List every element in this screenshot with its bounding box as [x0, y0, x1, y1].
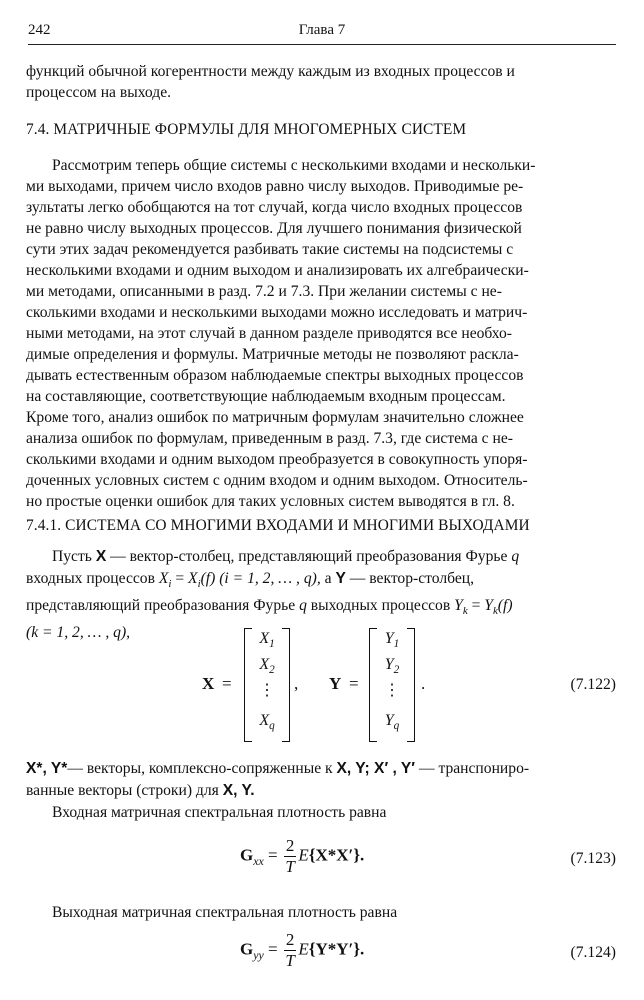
equation-7-124: [26, 930, 616, 980]
numerator: 2: [285, 930, 295, 949]
text-line: не равно числу выходных процессов. Для лучшего понимания физической: [26, 220, 522, 237]
symbol: (f): [200, 570, 216, 587]
denominator: T: [285, 857, 295, 876]
text: входных процессов: [26, 570, 155, 587]
subscript: 2: [269, 664, 275, 677]
text-line: Входная матричная спектральная плотность равна: [52, 804, 387, 821]
denominator: T: [285, 951, 295, 970]
matrix-g: G: [240, 939, 254, 959]
symbol: =: [175, 570, 185, 587]
text: представляющий преобразования Фурье: [26, 597, 296, 615]
text-line: Рассмотрим теперь общие системы с несколькими входами и нескольки-: [52, 157, 536, 174]
text-line: сколькими входами и одним выходом преобразуется в совокупность упоря-: [26, 451, 528, 468]
chapter-title: Глава 7: [298, 22, 346, 38]
fraction: [284, 930, 297, 971]
vector-y: Y: [335, 570, 346, 587]
matrix-x: [244, 628, 290, 742]
equals-sign: =: [268, 939, 278, 959]
equation-number: (7.123): [570, 850, 616, 867]
text-line: димые определения и формулы. Матричные методы не позволяют раскла-: [26, 346, 519, 363]
period: .: [421, 674, 426, 693]
text: выходных процессов: [310, 597, 451, 615]
symbol-q: q: [511, 548, 520, 565]
comma: ,: [294, 674, 299, 693]
expression: {Y*Y′}.: [308, 939, 365, 959]
text-line: доченных условных систем с одним входом и одним выходом. Относитель-: [26, 472, 528, 489]
running-header: [28, 22, 616, 45]
matrix-entry: Y: [384, 712, 394, 729]
matrix-x-name: X: [202, 674, 215, 693]
subscript: 1: [393, 638, 400, 651]
symbol: (f): [497, 597, 513, 615]
text-line: анализа ошибок по формулам, приведенным в разд. 7.3, где система с не-: [26, 430, 513, 447]
equation-number: (7.122): [570, 676, 616, 693]
expression: {X*X′}.: [308, 845, 365, 865]
matrix-entry: X: [259, 630, 270, 647]
vector-x: X: [95, 548, 107, 565]
text: — вектор-столбец, представляющий преобразования Фурье: [110, 548, 508, 565]
symbol: =: [471, 597, 481, 615]
text-line: функций обычной когерентности между каждым из входных процессов и: [26, 63, 515, 80]
text-line: дывать естественным образом наблюдаемые спектры выходных процессов: [26, 367, 524, 384]
page-number: 242: [28, 22, 51, 38]
text-line: Выходная матричная спектральная плотность равна: [52, 904, 398, 921]
section-paragraph: [26, 155, 616, 512]
vector-transposes: X, Y; X′ , Y′: [336, 760, 416, 777]
subscript: i: [168, 578, 172, 591]
matrix-entry: Y: [384, 630, 394, 647]
text-line: ми выходами, причем число входов равно числу выходов. Приводимые ре-: [26, 178, 524, 195]
text-line: процессом на выходе.: [26, 84, 172, 101]
subscript: xx: [253, 853, 264, 868]
text-line: но простые оценки ошибок для таких условных систем выводятся в гл. 8.: [26, 493, 515, 510]
matrix-ellipsis: ⋮: [384, 682, 400, 699]
conjugate-paragraph: [26, 758, 616, 824]
text: ванные векторы (строки) для: [26, 782, 219, 799]
text: — векторы, комплексно-сопряженные к: [67, 760, 333, 777]
symbol-q: q: [299, 597, 307, 615]
subscript: q: [269, 720, 275, 733]
subscript: q: [393, 720, 400, 733]
section-heading: 7.4. МАТРИЧНЫЕ ФОРМУЛЫ ДЛЯ МНОГОМЕРНЫХ СИСТЕМ: [26, 121, 467, 138]
subscript: k: [492, 605, 498, 618]
intro-paragraph: [26, 61, 616, 103]
text: — транспониро-: [418, 760, 530, 777]
symbol: X: [158, 570, 169, 587]
matrix-y-name: Y: [329, 674, 342, 693]
subscript: 2: [393, 664, 400, 677]
text-line: ными методами, на этот случай в данном разделе приводятся все необхо-: [26, 325, 512, 342]
range: (k = 1, 2, … , q),: [26, 624, 131, 642]
expectation: E: [298, 845, 309, 865]
fraction: [284, 836, 297, 877]
symbol: Y: [454, 597, 463, 615]
text-line: ми методами, описанными в разд. 7.2 и 7.3. При желании системы с не-: [26, 283, 502, 300]
numerator: 2: [285, 836, 295, 855]
equation-7-122: [26, 628, 616, 744]
subscript: 1: [269, 638, 275, 651]
text-line: на составляющие, соответствующие наблюдаемым входным процессам.: [26, 388, 506, 405]
symbol: X: [188, 570, 198, 587]
equation-7-123: [26, 836, 616, 886]
subsection-heading: 7.4.1. СИСТЕМА СО МНОГИМИ ВХОДАМИ И МНОГИМИ ВЫХОДАМИ: [26, 517, 530, 534]
symbol: Y: [484, 597, 493, 615]
equals-sign: =: [222, 674, 232, 693]
text: — вектор-столбец,: [349, 570, 475, 587]
subscript: i: [197, 578, 201, 591]
matrix-entry: X: [259, 712, 270, 729]
text-line: несколькими входами и одним выходом и анализировать их алгебраически-: [26, 262, 529, 279]
text-line: сути этих задач рекомендуется разбивать такие системы на подсистемы с: [26, 241, 514, 258]
text-line: сколькими входами и несколькими выходами можно исследовать и матрич-: [26, 304, 528, 321]
expectation: E: [298, 939, 309, 959]
equals-sign: =: [349, 674, 359, 693]
vector-conjugates: X*, Y*: [26, 760, 68, 777]
matrix-g: G: [240, 845, 254, 865]
subscript: k: [462, 605, 468, 618]
matrix-y: [369, 628, 415, 742]
text: Пусть: [52, 548, 92, 565]
matrix-entry: Y: [384, 656, 394, 673]
text: а: [324, 570, 332, 587]
range: (i = 1, 2, … , q),: [219, 570, 321, 587]
text-line: [26, 902, 616, 923]
matrix-ellipsis: ⋮: [259, 682, 275, 699]
equals-sign: =: [268, 845, 278, 865]
text-line: Кроме того, анализ ошибок по матричным формулам значительно сложнее: [26, 409, 524, 426]
text-line: зультаты легко обобщаются на тот случай, когда число входных процессов: [26, 199, 523, 216]
equation-number: (7.124): [570, 944, 616, 961]
vectors: X, Y.: [222, 782, 255, 799]
subscript: yy: [253, 947, 264, 962]
matrix-entry: X: [259, 656, 270, 673]
